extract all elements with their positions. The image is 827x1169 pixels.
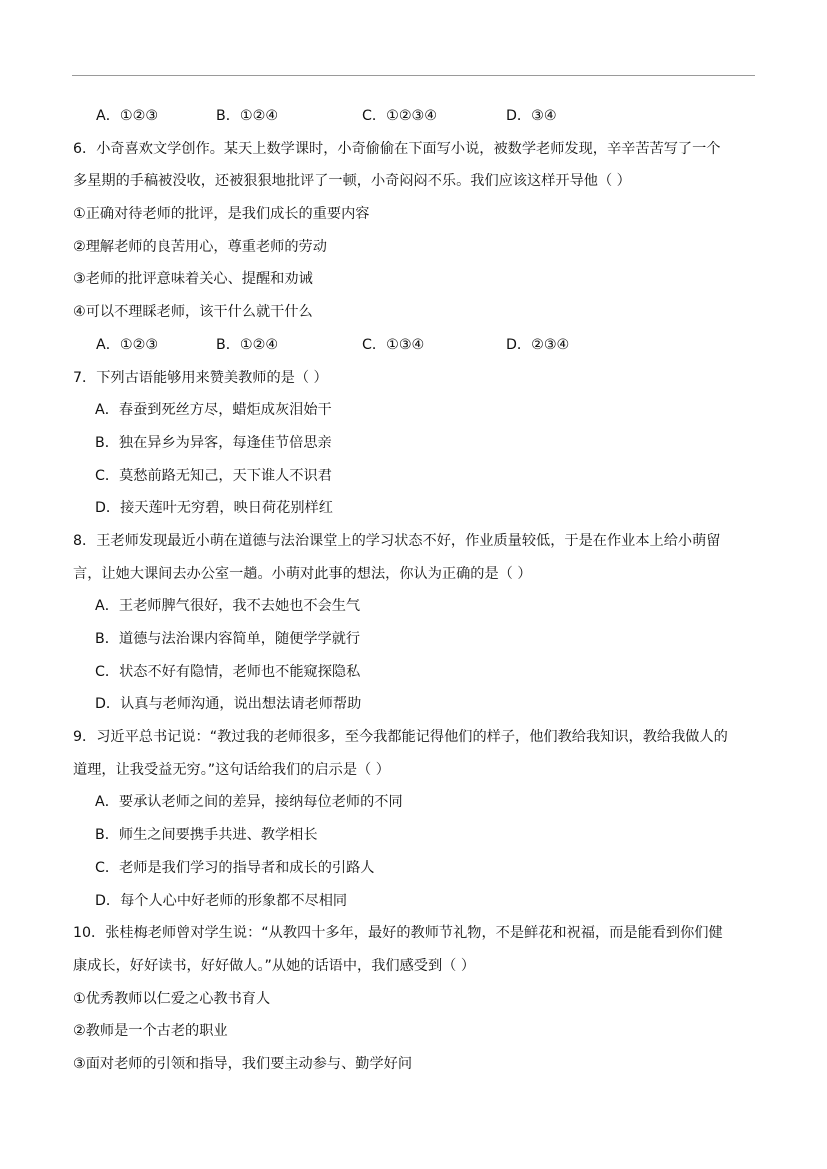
q6-statement-1: ①正确对待老师的批评，是我们成长的重要内容: [73, 206, 370, 223]
q7-option-b[interactable]: B．独在异乡为异客，每逢佳节倍思亲: [95, 434, 332, 451]
q6-option-d[interactable]: D．②③④: [506, 336, 570, 353]
q9-option-b[interactable]: B．师生之间要携手共进、教学相长: [95, 827, 318, 844]
q5-options: [73, 102, 753, 135]
q5-option-a[interactable]: A．①②③: [96, 108, 159, 124]
q9-stem-line2: 道理，让我受益无穷。”这句话给我们的启示是（ ）: [73, 761, 390, 778]
q6-stem-line1: 6．小奇喜欢文学创作。某天上数学课时，小奇偷偷在下面写小说，被数学老师发现，辛辛苦苦写了一个: [73, 140, 721, 157]
header-rule: [72, 75, 755, 76]
q9-stem-line1: 9．习近平总书记说：“教过我的老师很多，至今我都能记得他们的样子，他们教给我知识，教给我做人的: [73, 729, 728, 746]
q6-option-c[interactable]: C．①③④: [362, 336, 425, 353]
q6-option-a[interactable]: A．①②③: [96, 336, 159, 353]
q6-stem-line2: 多星期的手稿被没收，还被狠狠地批评了一顿，小奇闷闷不乐。我们应该这样开导他（ ）: [73, 173, 631, 190]
q8-option-a[interactable]: A．王老师脾气很好，我不去她也不会生气: [95, 598, 361, 615]
q10-statement-1: ①优秀教师以仁爱之心教书育人: [73, 990, 271, 1007]
q5-option-b[interactable]: B．①②④: [216, 108, 279, 124]
q7-option-d[interactable]: D．接天莲叶无穷碧，映日荷花别样红: [95, 500, 333, 517]
q7-option-a[interactable]: A．春蚕到死丝方尽，蜡炬成灰泪始干: [95, 402, 332, 419]
q9-option-d[interactable]: D．每个人心中好老师的形象都不尽相同: [95, 892, 348, 909]
q6-statement-3: ③老师的批评意味着关心、提醒和劝诫: [73, 271, 313, 288]
q8-stem-line2: 言，让她大课间去办公室一趟。小萌对此事的想法，你认为正确的是（ ）: [73, 565, 532, 582]
q6-options: [73, 331, 753, 364]
q10-stem-line1: 10．张桂梅老师曾对学生说：“从教四十多年，最好的教师节礼物，不是鲜花和祝福，而是能看到你们健: [73, 925, 723, 942]
q5-option-c[interactable]: C．①②③④: [362, 108, 437, 124]
q10-statement-3: ③面对老师的引领和指导，我们要主动参与、勤学好问: [73, 1055, 413, 1072]
q6-statement-2: ②理解老师的良苦用心，尊重老师的劳动: [73, 238, 327, 255]
q8-stem-line1: 8．王老师发现最近小萌在道德与法治课堂上的学习状态不好，作业质量较低，于是在作业本上给小萌留: [73, 532, 721, 549]
q10-statement-2: ②教师是一个古老的职业: [73, 1023, 228, 1040]
q9-option-c[interactable]: C．老师是我们学习的指导者和成长的引路人: [95, 859, 375, 876]
q8-option-c[interactable]: C．状态不好有隐情，老师也不能窥探隐私: [95, 663, 361, 680]
q6-option-b[interactable]: B．①②④: [216, 336, 279, 353]
q7-stem: 7．下列古语能够用来赞美教师的是（ ）: [73, 369, 328, 386]
q8-option-d[interactable]: D．认真与老师沟通，说出想法请老师帮助: [95, 696, 362, 713]
q9-option-a[interactable]: A．要承认老师之间的差异，接纳每位老师的不同: [95, 794, 403, 811]
q6-statement-4: ④可以不理睬老师，该干什么就干什么: [73, 304, 313, 321]
q7-option-c[interactable]: C．莫愁前路无知己，天下谁人不识君: [95, 467, 332, 484]
q8-option-b[interactable]: B．道德与法治课内容简单，随便学学就行: [95, 631, 361, 647]
exam-page: [73, 102, 753, 1083]
q5-option-d[interactable]: D．③④: [506, 108, 557, 124]
q10-stem-line2: 康成长，好好读书，好好做人。”从她的话语中，我们感受到（ ）: [73, 957, 476, 974]
